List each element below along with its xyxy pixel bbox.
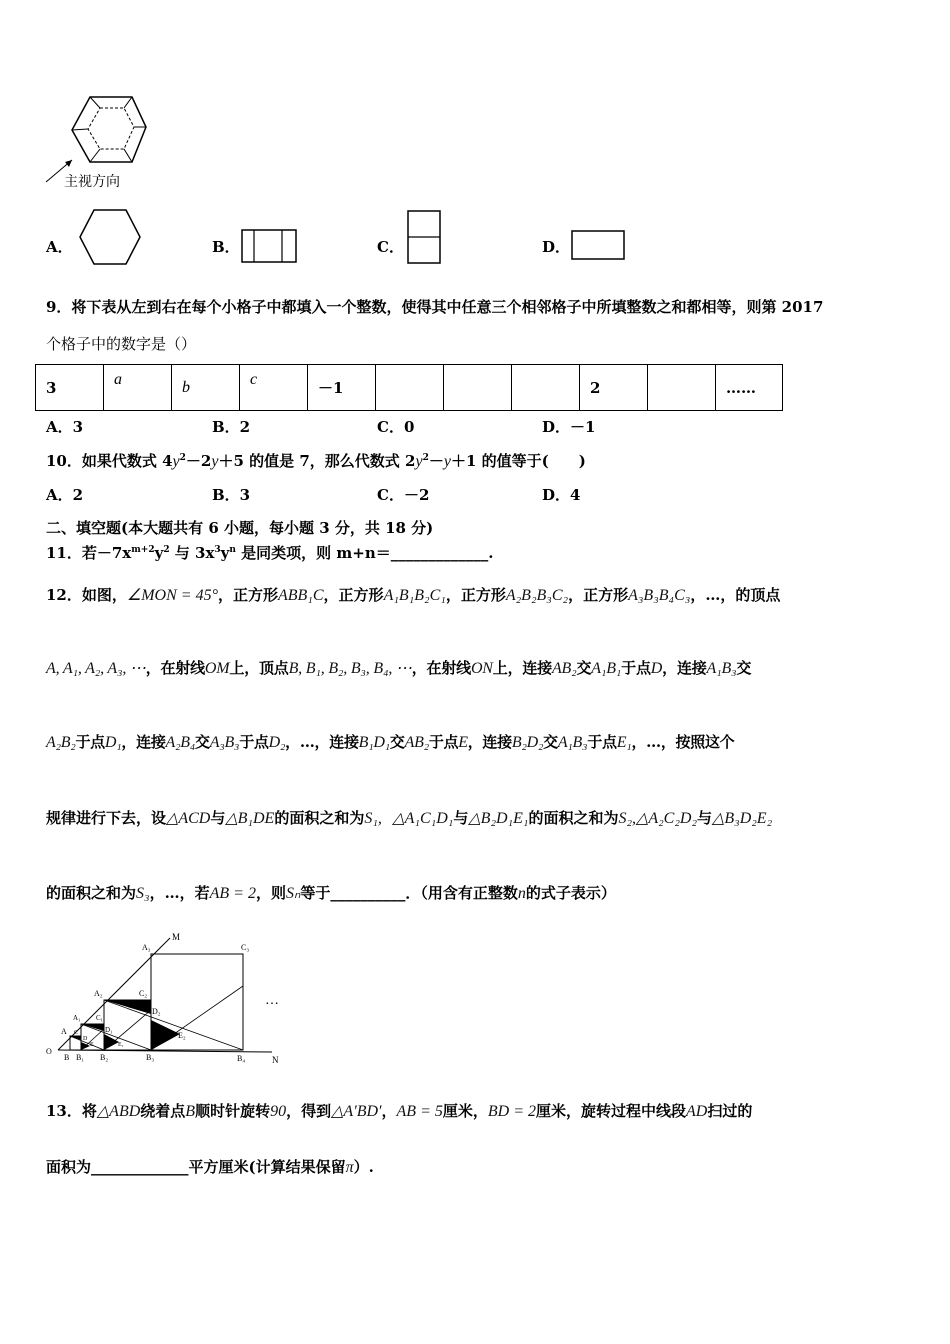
table-cell: 2 [580,365,648,411]
q12-line1: 12．如图，∠MON = 45°，正方形ABB₁C，正方形A₁B₁B₂C₁，正方形A₂B₂B₃C₂，正方形A₃B₃B₄C₃，…，的顶点 [46,586,781,604]
table-cell [444,365,512,411]
label-D1: D₁ [105,1026,113,1034]
label-C2: C₂ [139,989,148,998]
table-cell [512,365,580,411]
shaded-triangle [104,1000,151,1014]
three-rect-icon [240,228,298,264]
q8-option-b-label: B． [212,238,240,256]
table-cell: …… [716,365,783,411]
label-E1: E₁ [118,1042,124,1048]
table-cell: b [172,365,240,411]
label-M: M [172,932,181,942]
label-B4: B₄ [237,1054,246,1063]
label-O: O [46,1047,52,1056]
q8-option-a-label: A． [46,238,73,256]
label-A: A [61,1027,67,1036]
q12-line5: 的面积之和为S₃，…，若AB = 2，则Sₙ等于__________．（用含有正整数n的式子表示） [46,884,616,902]
q12-line2: A, A₁, A₂, A₃, ⋯，在射线OM上，顶点B, B₁, B₂, B₃, B₄, ⋯，在射线ON上，连接AB₂交A₁B₁于点D，连接A₁B₃交 [46,659,752,677]
q9-number-table [35,364,783,411]
figure-ellipsis: … [265,993,279,1008]
q13-line2: 面积为_____________平方厘米(计算结果保留π）. [46,1158,374,1176]
q8-option-c-label: C． [377,238,404,256]
q9-stem-line2: 个格子中的数字是（） [46,335,197,353]
rect-icon [570,229,626,261]
q10-option-d: D．4 [542,486,581,504]
q12-line3: A₂B₂于点D₁，连接A₂B₄交A₃B₃于点D₂，…，连接B₁D₁交AB₂于点E，连接B₂D₂交A₁B₃于点E₁，…，按照这个 [46,733,735,751]
table-cell [376,365,444,411]
q13-line1: 13．将△ABD绕着点B顺时针旋转90，得到△A′BD′，AB = 5厘米，BD = 2厘米，旋转过程中线段AD扫过的 [46,1102,753,1120]
label-C3: C₃ [241,943,250,952]
q8-option-d-label: D． [542,238,571,256]
shaded-triangle [151,1020,180,1050]
q9-option-b: B．2 [212,418,251,436]
q10-option-b: B．3 [212,486,251,504]
q10-option-a: A．2 [46,486,84,504]
label-A1: A₁ [73,1014,81,1022]
label-B3: B₃ [146,1053,155,1062]
q9-option-a: A．3 [46,418,84,436]
table-cell: －1 [308,365,376,411]
view-direction-caption: 主视方向 [64,174,120,190]
q10-stem: 10．如果代数式 $4y^2-2y+5$ 的值是 7，那么代数式 $2y^2-y+1$ 的值等于( ) [46,452,586,470]
label-B1: B₁ [76,1053,85,1062]
q11-stem: 11．若$-7x^{m+2}y^2$ 与 $3x^3y^n$ 是同类项，则 m+n＝_____________. [46,544,494,562]
label-N: N [272,1055,279,1065]
q10-option-c: C．－2 [377,486,430,504]
label-C: C [74,1030,79,1036]
label-B2: B₂ [100,1053,109,1062]
label-D2: D₂ [152,1007,161,1016]
table-cell: c [240,365,308,411]
table-cell [648,365,716,411]
label-D: D [83,1036,88,1042]
q9-stem-line1: 9．将下表从左到右在每个小格子中都填入一个整数，使得其中任意三个相邻格子中所填整数之和都相等，则第 2017 [46,298,824,316]
shaded-triangle [70,1036,81,1040]
label-A2: A₂ [94,989,103,998]
q12-line4: 规律进行下去，设△ACD与△B₁DE的面积之和为S₁, △A₁C₁D₁与△B₂D₁E₁的面积之和为S₂,△A₂C₂D₂与△B₃D₂E₂ [46,809,773,827]
q9-option-d: D．－1 [542,418,596,436]
label-B: B [64,1053,70,1062]
q9-option-c: C．0 [377,418,415,436]
two-rect-icon [406,209,444,265]
table-cell: 3 [36,365,104,411]
shaded-triangle [104,1034,119,1050]
label-A3: A₃ [142,943,151,952]
label-E: E [90,1042,94,1048]
q12-squares-figure [40,928,310,1070]
hexagon-icon [78,208,142,266]
label-E2: E₂ [178,1031,186,1040]
label-C1: C₁ [96,1014,104,1022]
section-title: 二、填空题(本大题共有 6 小题，每小题 3 分，共 18 分) [46,519,434,537]
table-cell: a [104,365,172,411]
